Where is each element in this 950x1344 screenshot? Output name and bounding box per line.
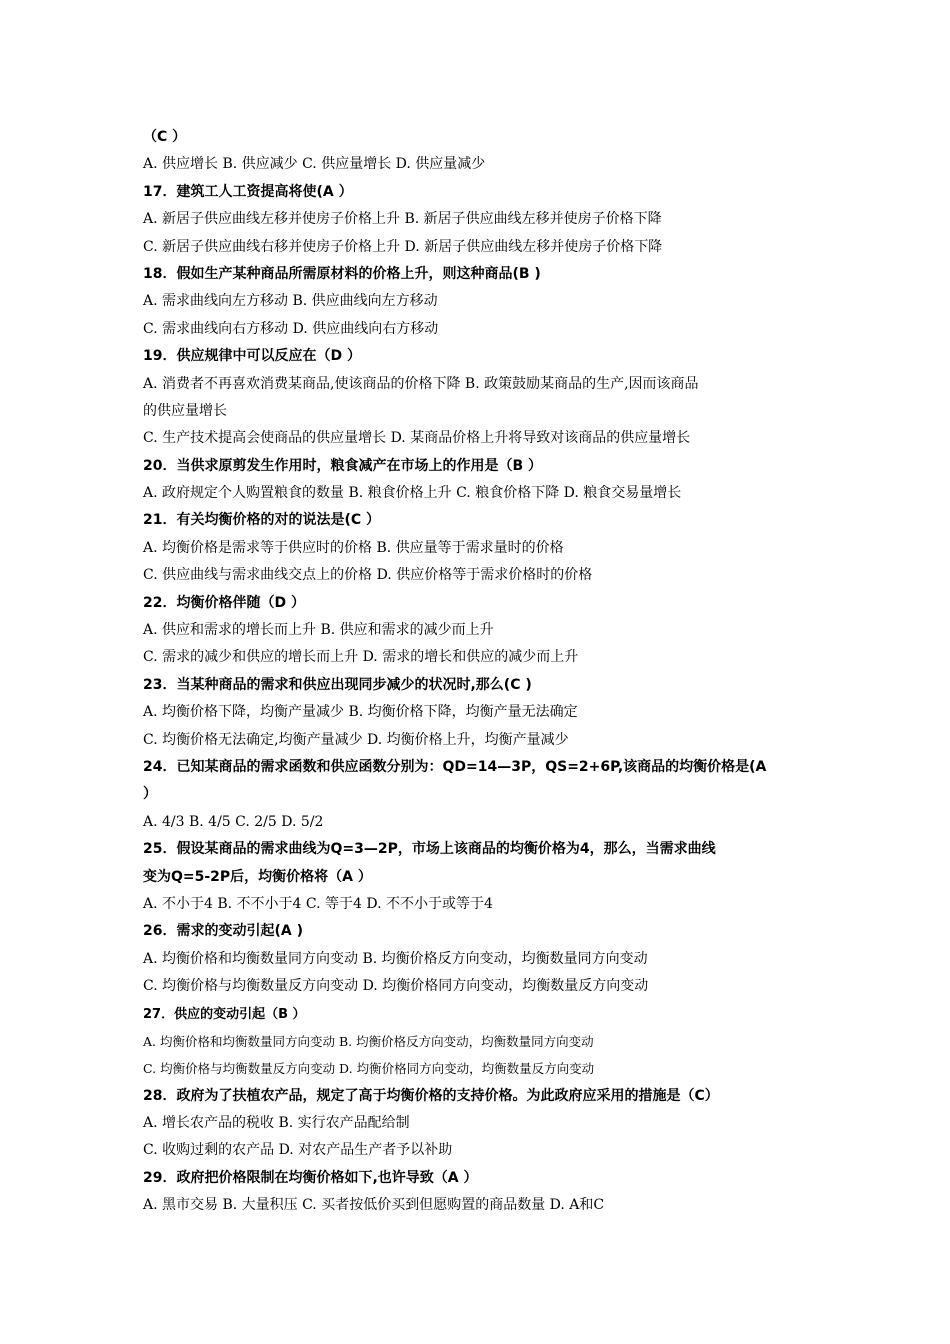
answer-options: A. 供应增长 B. 供应减少 C. 供应量增长 D. 供应量减少 bbox=[143, 156, 486, 173]
answer-options: A. 不小于4 B. 不不小于4 C. 等于4 D. 不不小于或等于4 bbox=[143, 895, 493, 912]
question-list bbox=[143, 124, 823, 1220]
question-stem: 23．当某种商品的需求和供应出现同步减少的状况时,那么(C ) bbox=[143, 676, 532, 693]
answer-options: A. 均衡价格下降，均衡产量减少 B. 均衡价格下降，均衡产量无法确定 bbox=[143, 704, 578, 721]
question-stem: 22．均衡价格伴随（D ） bbox=[143, 594, 305, 611]
answer-options: A. 均衡价格和均衡数量同方向变动 B. 均衡价格反方向变动，均衡数量同方向变动 bbox=[143, 950, 648, 967]
answer-options: C. 均衡价格与均衡数量反方向变动 D. 均衡价格同方向变动，均衡数量反方向变动 bbox=[143, 978, 649, 995]
question-stem: 25．假设某商品的需求曲线为Q=3—2P，市场上该商品的均衡价格为4，那么，当需求曲线 bbox=[143, 841, 716, 858]
question-stem: 24．已知某商品的需求函数和供应函数分别为：QD=14—3P，QS=2+6P,该商品的均衡价格是(A bbox=[143, 758, 767, 775]
question-stem: 18．假如生产某种商品所需原材料的价格上升，则这种商品(B ) bbox=[143, 265, 541, 282]
answer-options: C. 均衡价格与均衡数量反方向变动 D. 均衡价格同方向变动，均衡数量反方向变动 bbox=[143, 1061, 595, 1077]
answer-options: A. 消费者不再喜欢消费某商品,使该商品的价格下降 B. 政策鼓励某商品的生产,因而该商品 bbox=[143, 375, 699, 392]
question-stem: 21．有关均衡价格的对的说法是(C ） bbox=[143, 512, 381, 529]
answer-options: A. 4/3 B. 4/5 C. 2/5 D. 5/2 bbox=[143, 813, 324, 830]
answer-options: C. 需求的减少和供应的增长而上升 D. 需求的增长和供应的减少而上升 bbox=[143, 649, 579, 666]
question-stem: 28．政府为了扶植农产品，规定了高于均衡价格的支持价格。为此政府应采用的措施是（C） bbox=[143, 1087, 719, 1104]
answer-options: C. 新居子供应曲线右移并使房子价格上升 D. 新居子供应曲线左移并使房子价格下降 bbox=[143, 238, 663, 255]
answer-options: C. 收购过剩的农产品 D. 对农产品生产者予以补助 bbox=[143, 1142, 453, 1159]
question-stem: （C ） bbox=[143, 129, 187, 145]
question-stem: 17．建筑工人工资提高将使(A ） bbox=[143, 183, 353, 200]
answer-options: A. 增长农产品的税收 B. 实行农产品配给制 bbox=[143, 1115, 410, 1132]
answer-options: A. 供应和需求的增长而上升 B. 供应和需求的减少而上升 bbox=[143, 622, 494, 639]
answer-options: A. 新居子供应曲线左移并使房子价格上升 B. 新居子供应曲线左移并使房子价格下降 bbox=[143, 211, 662, 228]
question-stem: 29．政府把价格限制在均衡价格如下,也许导致（A ） bbox=[143, 1169, 478, 1186]
answer-options: A. 需求曲线向左方移动 B. 供应曲线向左方移动 bbox=[143, 293, 438, 310]
answer-options: A. 黑市交易 B. 大量积压 C. 买者按低价买到但愿购置的商品数量 D. A和C bbox=[143, 1197, 605, 1214]
answer-options: C. 供应曲线与需求曲线交点上的价格 D. 供应价格等于需求价格时的价格 bbox=[143, 567, 593, 584]
answer-options: 的供应量增长 bbox=[143, 402, 227, 419]
question-stem: 变为Q=5-2P后，均衡价格将（A ） bbox=[143, 868, 372, 885]
answer-options: C. 均衡价格无法确定,均衡产量减少 D. 均衡价格上升，均衡产量减少 bbox=[143, 731, 569, 748]
question-stem: 27．供应的变动引起（B ） bbox=[143, 1006, 306, 1022]
question-stem: 20．当供求原剪发生作用时，粮食减产在市场上的作用是（B ） bbox=[143, 457, 543, 474]
question-stem: 26．需求的变动引起(A ) bbox=[143, 923, 303, 940]
answer-options: A. 均衡价格和均衡数量同方向变动 B. 均衡价格反方向变动，均衡数量同方向变动 bbox=[143, 1033, 594, 1049]
answer-options: C. 生产技术提高会使商品的供应量增长 D. 某商品价格上升将导致对该商品的供应量增长 bbox=[143, 430, 691, 447]
question-stem: 19．供应规律中可以反应在（D ） bbox=[143, 348, 361, 365]
answer-options: A. 均衡价格是需求等于供应时的价格 B. 供应量等于需求量时的价格 bbox=[143, 539, 564, 556]
answer-options: C. 需求曲线向右方移动 D. 供应曲线向右方移动 bbox=[143, 320, 439, 337]
question-stem: ） bbox=[143, 786, 157, 803]
answer-options: A. 政府规定个人购置粮食的数量 B. 粮食价格上升 C. 粮食价格下降 D. 粮食交易量增长 bbox=[143, 485, 682, 502]
